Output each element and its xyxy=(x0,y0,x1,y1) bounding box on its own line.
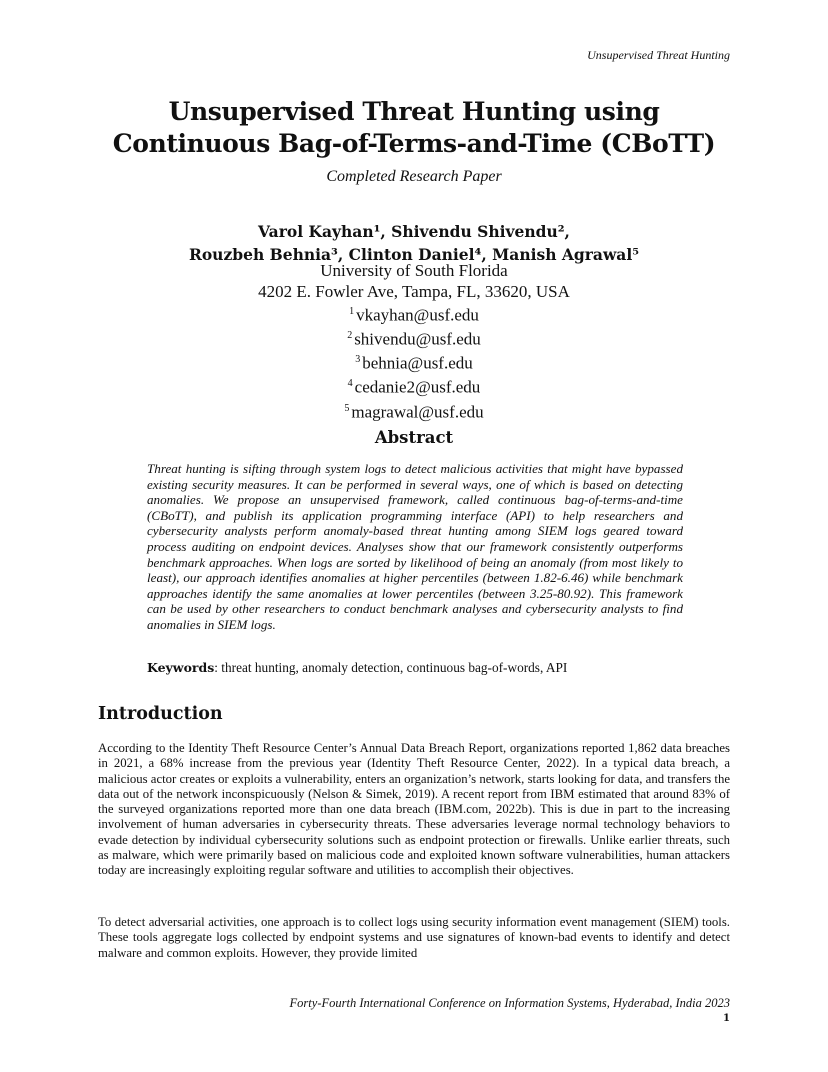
keywords-line xyxy=(147,660,707,676)
running-head: Unsupervised Threat Hunting xyxy=(587,48,730,62)
title-line-1: Unsupervised Threat Hunting using xyxy=(168,97,660,126)
email-number: 3 xyxy=(355,354,361,366)
author-email xyxy=(0,399,828,423)
keywords-label: Keywords xyxy=(147,660,215,675)
author-email xyxy=(0,350,828,374)
email-number: 2 xyxy=(347,330,353,342)
page-number: 1 xyxy=(723,1013,730,1024)
email-address: magrawal@usf.edu xyxy=(351,402,484,422)
introduction-paragraph-2: To detect adversarial activities, one approach is to collect logs using security information event management (SIEM) tools. These tools aggregate logs collected by endpoint systems and use signatures of known-bad events to identify and detect malware and common exploits. However, they provide limited xyxy=(98,915,730,960)
author-email xyxy=(0,326,828,350)
author-email xyxy=(0,302,828,326)
authors-line-2: Rouzbeh Behnia³, Clinton Daniel⁴, Manish Agrawal⁵ xyxy=(188,245,640,264)
conference-footer: Forty-Fourth International Conference on Information Systems, Hyderabad, India 2023 xyxy=(289,996,730,1010)
author-email xyxy=(0,374,828,398)
abstract-body: Threat hunting is sifting through system logs to detect malicious activities that might have bypassed existing security measures. It can be performed in several ways, one of which is based on detecting anomalies. We propose an unsupervised framework, called continuous bag-of-terms-and-time (CBoTT), and publish its application programming interface (API) to help researchers and cybersecurity analysts perform anomaly-based threat hunting among SIEM logs geared toward process auditing on endpoint devices. Analyses show that our framework consistently outperforms benchmark approaches. When logs are sorted by likelihood of being an anomaly (from most likely to least), our approach identifies anomalies at higher percentiles (between 1.82-6.46) while benchmark approaches identify the same anomalies at lower percentiles (between 3.25-80.92). This framework can be used by other researchers to conduct benchmark analyses and cybersecurity analysts to find anomalies in SIEM logs. xyxy=(147,461,683,632)
title-line-2: Continuous Bag-of-Terms-and-Time (CBoTT) xyxy=(112,129,716,158)
email-address: shivendu@usf.edu xyxy=(354,329,481,349)
paper-subtitle: Completed Research Paper xyxy=(326,168,502,185)
email-address: behnia@usf.edu xyxy=(362,353,473,373)
abstract-heading: Abstract xyxy=(374,428,454,447)
email-number: 5 xyxy=(344,402,350,414)
email-number: 1 xyxy=(349,306,355,317)
email-address: vkayhan@usf.edu xyxy=(356,305,479,325)
introduction-heading: Introduction xyxy=(98,704,223,724)
university-name: University of South Florida xyxy=(320,261,508,280)
paper-title xyxy=(0,96,828,160)
email-address: cedanie2@usf.edu xyxy=(354,378,481,398)
email-number: 4 xyxy=(347,378,353,390)
authors-line-1: Varol Kayhan¹, Shivendu Shivendu², xyxy=(258,222,570,241)
introduction-paragraph-1: According to the Identity Theft Resource Center’s Annual Data Breach Report, organizations reported 1,862 data breaches in 2021, a 68% increase from the previous year (Identity Theft Resource Center, 2022). In a typical data breach, a malicious actor creates or exploits a vulnerability, enters an organization’s network, starts looking for data, and transfers the data out of the network inconspicuously (Nelson & Simek, 2019). A recent report from IBM estimated that around 83% of the surveyed organizations reported more than one data breach (IBM.com, 2022b). This is due in part to the increasing involvement of human adversaries in cybersecurity threats. These adversaries leverage normal technology behaviors to evade detection by individual cybersecurity solutions such as endpoint protection or firewalls. Unlike earlier threats, such as malware, which were primarily based on malicious code and exploited known software vulnerabilities, human attackers today are increasingly exploiting regular software and utilities to accomplish their objectives. xyxy=(98,741,730,878)
affiliation-block xyxy=(0,261,828,423)
author-list xyxy=(0,220,828,266)
university-address: 4202 E. Fowler Ave, Tampa, FL, 33620, USA xyxy=(258,281,570,301)
keywords-text: : threat hunting, anomaly detection, continuous bag-of-words, API xyxy=(214,660,568,675)
